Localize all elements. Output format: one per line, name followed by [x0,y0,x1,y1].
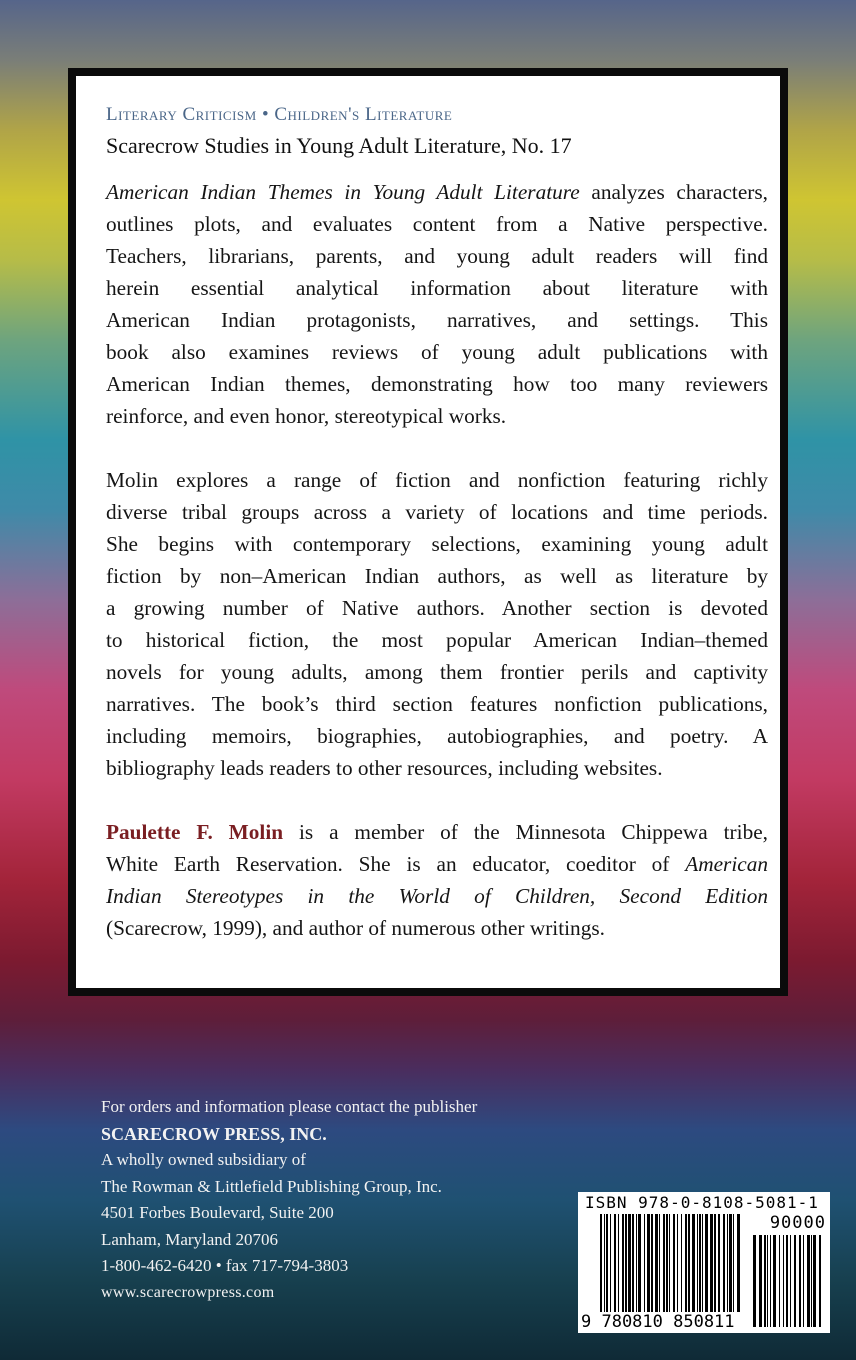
barcode-bar [688,1214,690,1312]
text-line [106,656,768,688]
text-line [106,368,768,400]
barcode-bar [790,1235,791,1327]
category-label: Literary Criticism • Children's Literature [106,104,453,125]
text-segment: novels for young adults, among them frontier perils and captivity [106,660,768,684]
subsidiary-line: A wholly owned subsidiary of [101,1150,306,1169]
barcode-bar [638,1214,641,1312]
description-paragraph [106,176,768,432]
text-segment: analyzes characters, [579,180,769,204]
barcode-bar [644,1214,645,1312]
text-segment: White Earth Reservation. She is an educator, coeditor of [106,852,686,876]
barcode-bar [770,1235,771,1327]
author-name: Paulette F. Molin [106,820,284,844]
barcode-bar [663,1214,665,1312]
text-line [106,496,768,528]
barcode-bar [699,1214,701,1312]
barcode-bar [705,1214,708,1312]
text-line [106,816,768,848]
barcode-bar [714,1214,716,1312]
text-line [106,304,768,336]
text-line [106,688,768,720]
parent-company: The Rowman & Littlefield Publishing Group, Inc. [101,1176,442,1196]
barcode-bar [628,1214,631,1312]
barcode-bar [799,1235,801,1327]
barcode-bar [813,1235,816,1327]
barcode-bar [669,1214,670,1312]
isbn-barcode [578,1192,830,1333]
isbn-text: ISBN 978-0-8108-5081-1 [585,1193,819,1212]
barcode-bar [733,1214,734,1312]
text-line [106,240,768,272]
city-address: Lanham, Maryland 20706 [101,1229,279,1249]
barcode-bar [692,1214,695,1312]
barcode-bar [659,1214,660,1312]
text-segment: book also examines reviews of young adult publications with [106,340,768,364]
phone-fax: 1-800-462-6420 • fax 717-794-3803 [101,1256,349,1275]
text-line [106,176,768,208]
barcode-bar [727,1214,728,1312]
barcode-bar [702,1214,703,1312]
text-line [106,752,768,784]
barcode-bar [710,1214,713,1312]
book-title: Indian Stereotypes in the World of Children, Second Edition [106,884,768,908]
text-segment: Teachers, librarians, parents, and young adult readers will find [106,244,768,268]
text-line [106,208,768,240]
barcode-bar [604,1214,605,1312]
barcode-bar [723,1214,725,1312]
book-title: American Indian Themes in Young Adult Literature [106,180,580,204]
barcode-bar [651,1214,653,1312]
barcode-bar [681,1214,682,1312]
text-segment: She begins with contemporary selections, examining young adult [106,532,768,556]
barcode-bar [767,1235,768,1327]
barcode-bar [697,1214,698,1312]
text-segment: narratives. The book’s third section features nonfiction publications, [106,692,768,716]
barcode-bar [718,1214,720,1312]
text-segment: diverse tribal groups across a variety of locations and time periods. [106,500,768,524]
text-line [106,336,768,368]
barcode-bar [759,1235,762,1327]
contact-line: For orders and information please contact the publisher [101,1097,478,1116]
barcode-bar [773,1235,776,1327]
text-segment: (Scarecrow, 1999), and author of numerous other writings. [106,916,605,940]
text-segment: including memoirs, biographies, autobiographies, and poetry. A [106,724,768,748]
barcode-bar [753,1235,756,1327]
text-segment: herein essential analytical information about literature with [106,276,768,300]
text-line [106,528,768,560]
book-title: American [685,852,768,876]
description-panel [68,68,788,996]
barcode-bar [764,1235,766,1327]
barcode-bar [673,1214,675,1312]
barcode-bar [786,1235,788,1327]
text-line [106,912,768,944]
text-segment: American Indian protagonists, narratives, and settings. This [106,308,768,332]
text-segment: fiction by non–American Indian authors, as well as literature by [106,564,768,588]
text-segment: to historical fiction, the most popular American Indian–themed [106,628,768,652]
text-segment: American Indian themes, demonstrating how too many reviewers [106,372,768,396]
author-bio-paragraph [106,816,768,944]
barcode-bar [794,1235,796,1327]
barcode-bar [803,1235,804,1327]
barcode-bar [779,1235,780,1327]
text-line [106,880,768,912]
barcode-bar [636,1214,637,1312]
price-addon: 90000 [769,1213,826,1233]
barcode-bar [618,1214,619,1312]
barcode-bar [811,1235,812,1327]
text-line [106,272,768,304]
publisher-info [101,1094,477,1306]
text-line [106,848,768,880]
barcode-bar [655,1214,658,1312]
contents-paragraph [106,464,768,784]
website: www.scarecrowpress.com [101,1283,275,1301]
barcode-bar [685,1214,687,1312]
text-segment: is a member of the Minnesota Chippewa tribe, [283,820,768,844]
barcode-bar [783,1235,784,1327]
barcode-bar [666,1214,668,1312]
barcode-digits: 9 780810 850811 [581,1312,735,1332]
barcode-bar [737,1214,740,1312]
barcode-bar [819,1235,821,1327]
text-line [106,560,768,592]
barcode-bar [610,1214,611,1312]
barcode-bar [807,1235,810,1327]
text-line [106,720,768,752]
text-line [106,624,768,656]
text-segment: reinforce, and even honor, stereotypical works. [106,404,507,428]
text-segment: Molin explores a range of fiction and nonfiction featuring richly [106,468,768,492]
publisher-name: SCARECROW PRESS, INC. [101,1123,327,1144]
barcode-bar [625,1214,627,1312]
text-segment: outlines plots, and evaluates content from a Native perspective. [106,212,768,236]
text-line [106,592,768,624]
street-address: 4501 Forbes Boulevard, Suite 200 [101,1203,334,1222]
barcode-bar [677,1214,678,1312]
barcode-bar [632,1214,634,1312]
text-segment: a growing number of Native authors. Another section is devoted [106,596,768,620]
barcode-bar [614,1214,616,1312]
barcode-bar [729,1214,732,1312]
barcode-bar [647,1214,650,1312]
text-line [106,400,768,432]
series-title: Scarecrow Studies in Young Adult Literature, No. 17 [106,133,572,158]
barcode-bar [606,1214,608,1312]
barcode-bar [622,1214,624,1312]
text-segment: bibliography leads readers to other resources, including websites. [106,756,663,780]
text-line [106,464,768,496]
barcode-bar [600,1214,602,1312]
